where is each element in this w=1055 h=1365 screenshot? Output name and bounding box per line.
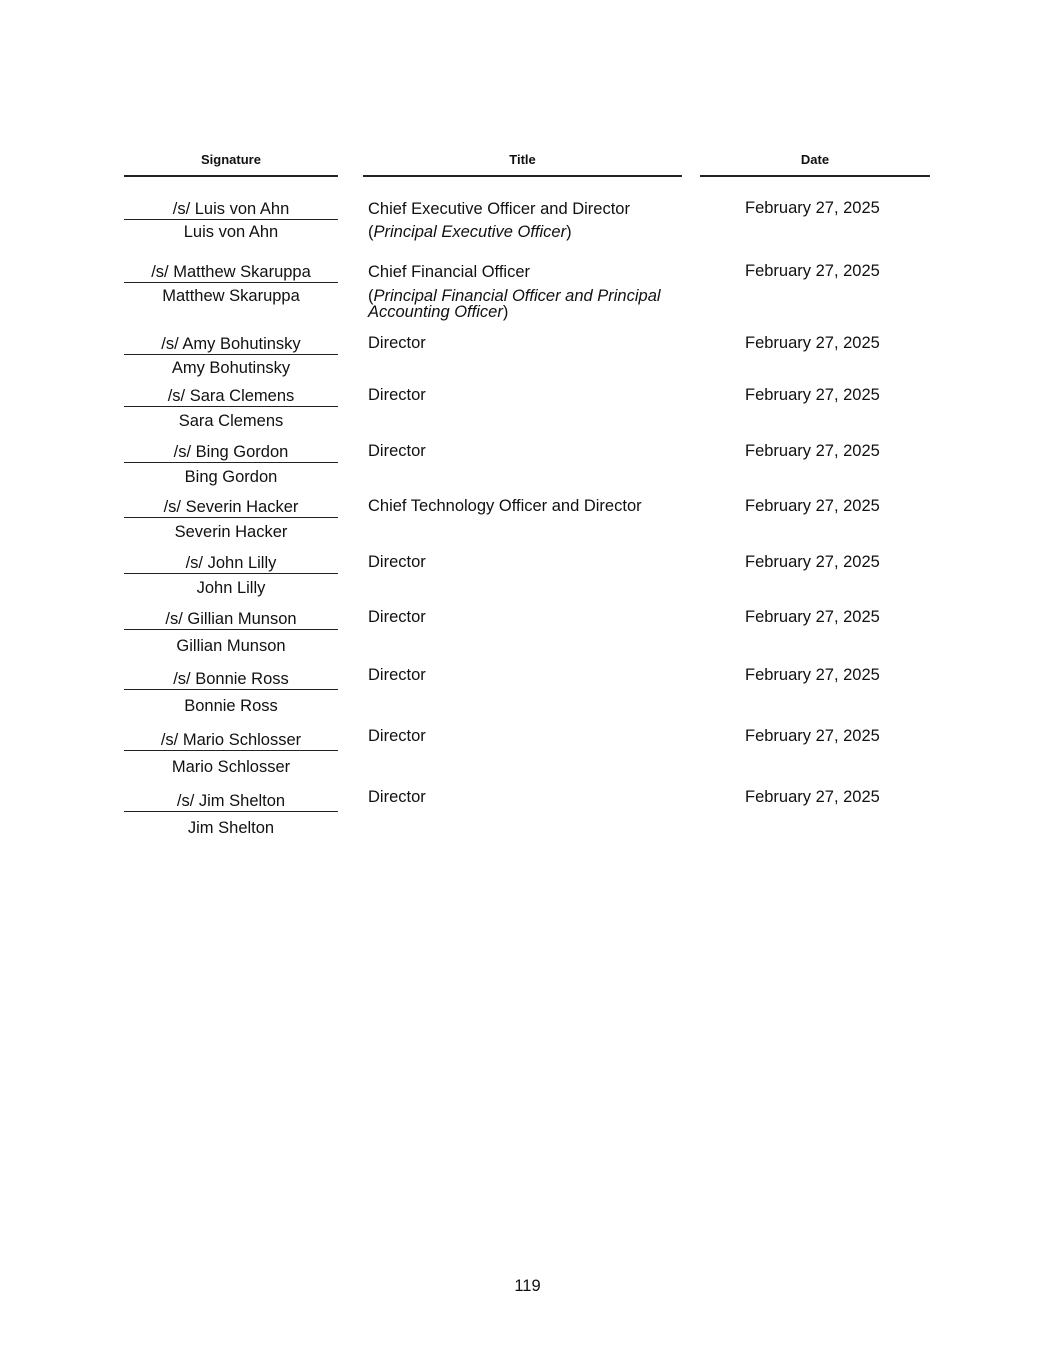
signed-name: /s/ Sara Clemens bbox=[124, 386, 338, 407]
printed-name: Sara Clemens bbox=[178, 412, 284, 430]
signature-date: February 27, 2025 bbox=[745, 727, 880, 745]
signer-title: Director bbox=[368, 608, 426, 626]
signer-title: Chief Technology Officer and Director bbox=[368, 497, 642, 515]
signer-title: Director bbox=[368, 727, 426, 745]
signer-title: Director bbox=[368, 334, 426, 352]
signer-title: Director bbox=[368, 386, 426, 404]
printed-name: Bonnie Ross bbox=[184, 697, 278, 715]
printed-name: Bing Gordon bbox=[184, 468, 278, 486]
signed-name: /s/ Gillian Munson bbox=[124, 609, 338, 630]
printed-name: Jim Shelton bbox=[187, 819, 275, 837]
signed-name: /s/ Jim Shelton bbox=[124, 791, 338, 812]
header-date: Date bbox=[800, 152, 830, 167]
signer-title: Chief Executive Officer and Director bbox=[368, 200, 630, 218]
signer-title: Chief Financial Officer bbox=[368, 263, 531, 281]
signer-title: Director bbox=[368, 442, 426, 460]
printed-name: Mario Schlosser bbox=[171, 758, 291, 776]
signer-title: Director bbox=[368, 666, 426, 684]
signed-name: /s/ Matthew Skaruppa bbox=[124, 262, 338, 283]
signature-date: February 27, 2025 bbox=[745, 386, 880, 404]
printed-name: Gillian Munson bbox=[176, 637, 286, 655]
signed-name: /s/ Mario Schlosser bbox=[124, 730, 338, 751]
header-signature: Signature bbox=[201, 152, 261, 167]
printed-name: John Lilly bbox=[196, 579, 266, 597]
signed-name: /s/ Bonnie Ross bbox=[124, 669, 338, 690]
signature-date: February 27, 2025 bbox=[745, 442, 880, 460]
header-rule-date bbox=[700, 175, 930, 177]
signature-date: February 27, 2025 bbox=[745, 788, 880, 806]
signed-name: /s/ John Lilly bbox=[124, 553, 338, 574]
signature-date: February 27, 2025 bbox=[745, 608, 880, 626]
printed-name: Severin Hacker bbox=[174, 523, 288, 541]
signer-capacity: (Principal Financial Officer and Principal Accounting Officer) bbox=[368, 287, 661, 321]
signed-name: /s/ Bing Gordon bbox=[124, 442, 338, 463]
header-title: Title bbox=[509, 152, 536, 167]
header-rule-signature bbox=[124, 175, 338, 177]
signature-date: February 27, 2025 bbox=[745, 199, 880, 217]
printed-name: Matthew Skaruppa bbox=[162, 287, 300, 305]
signature-date: February 27, 2025 bbox=[745, 262, 880, 280]
header-rule-title bbox=[363, 175, 682, 177]
signed-name: /s/ Amy Bohutinsky bbox=[124, 334, 338, 355]
page-number: 119 bbox=[514, 1277, 541, 1295]
signature-date: February 27, 2025 bbox=[745, 553, 880, 571]
printed-name: Luis von Ahn bbox=[183, 223, 279, 241]
printed-name: Amy Bohutinsky bbox=[171, 359, 291, 377]
signer-title: Director bbox=[368, 553, 426, 571]
signer-capacity: (Principal Executive Officer) bbox=[368, 223, 572, 241]
signature-date: February 27, 2025 bbox=[745, 666, 880, 684]
signature-date: February 27, 2025 bbox=[745, 497, 880, 515]
signed-name: /s/ Severin Hacker bbox=[124, 497, 338, 518]
signer-title: Director bbox=[368, 788, 426, 806]
signature-date: February 27, 2025 bbox=[745, 334, 880, 352]
signed-name: /s/ Luis von Ahn bbox=[124, 199, 338, 220]
